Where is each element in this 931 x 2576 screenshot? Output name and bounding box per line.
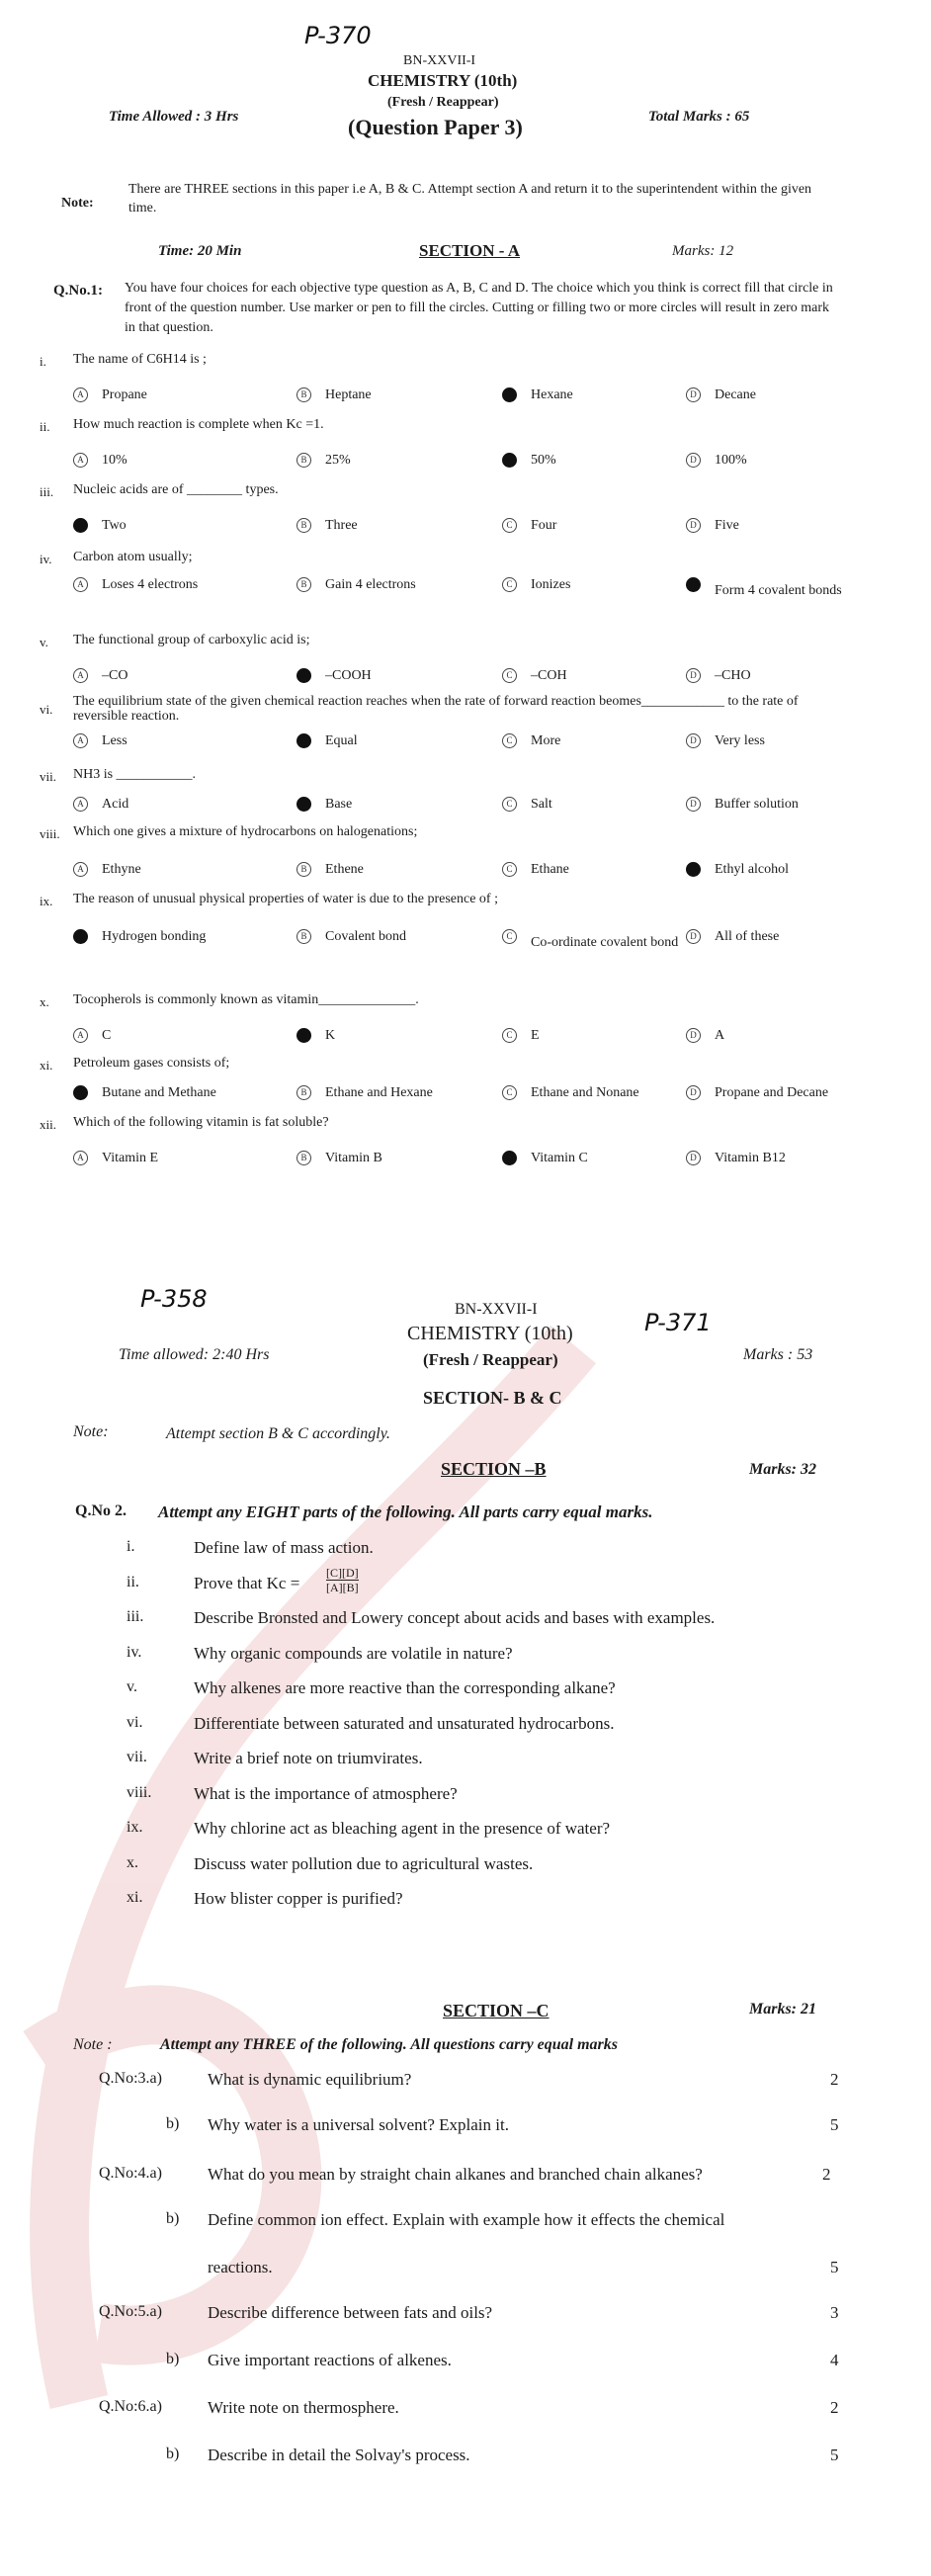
mcq-question-text: Tocopherols is commonly known as vitamin______________. (73, 992, 419, 1007)
long-question-text: Define common ion effect. Explain with example how it effects the chemical (208, 2210, 725, 2229)
answer-bubble[interactable]: B (296, 453, 311, 468)
long-question-text: Give important reactions of alkenes. (208, 2351, 452, 2369)
long-question-text: Describe in detail the Solvay's process. (208, 2446, 470, 2464)
short-question-number: viii. (127, 1783, 152, 1801)
q2-instructions: Attempt any EIGHT parts of the following. All parts carry equal marks. (158, 1503, 653, 1521)
answer-bubble[interactable]: A (73, 577, 88, 592)
long-question-text: Write note on thermosphere. (208, 2398, 399, 2417)
note-text: There are THREE sections in this paper i.e A, B & C. Attempt section A and return it to the superintendent within the given time. (128, 182, 812, 215)
mcq-option[interactable] (73, 1085, 216, 1101)
short-question-number: vi. (127, 1713, 143, 1731)
filled-answer-bubble[interactable]: D (686, 577, 701, 592)
short-question-number: ii. (127, 1573, 139, 1590)
short-question-number: ix. (127, 1819, 143, 1836)
short-question-number: xi. (127, 1889, 143, 1906)
mcq-option[interactable] (296, 453, 351, 469)
mcq-question-text: How much reaction is complete when Kc =1. (73, 417, 324, 432)
short-question-text: Why alkenes are more reactive than the corresponding alkane? (194, 1678, 616, 1697)
mcq-option-label: Propane (102, 387, 147, 402)
mcq-option-label: Very less (715, 733, 765, 748)
section-time: Time: 20 Min (158, 243, 242, 259)
section-c-note-text: Attempt any THREE of the following. All questions carry equal marks (160, 2036, 619, 2053)
paper-number: (Question Paper 3) (348, 115, 523, 139)
mcq-option[interactable] (502, 668, 567, 684)
answer-bubble[interactable]: C (502, 862, 517, 877)
mcq-option-label: Co-ordinate covalent bond (531, 935, 679, 950)
answer-bubble[interactable]: D (686, 733, 701, 748)
answer-bubble[interactable]: C (502, 518, 517, 533)
answer-bubble[interactable]: A (73, 453, 88, 468)
mcq-number: v. (40, 635, 48, 649)
section-c-marks: Marks: 21 (749, 2001, 817, 2018)
paper2-code: BN-XXVII-I (455, 1301, 538, 1318)
q1-instructions: You have four choices for each objective type question as A, B, C and D. The choice which you think is correct fill that circle in front of the question number. Use marker or pen to fill the circles. Cutting or filling two or more circles will result in zero mark in that question. (125, 281, 833, 335)
mcq-question-text: Petroleum gases consists of; (73, 1056, 230, 1071)
mcq-option[interactable] (296, 387, 372, 403)
mcq-option[interactable] (502, 797, 552, 813)
mcq-option[interactable] (502, 862, 569, 878)
mcq-option[interactable] (502, 929, 689, 957)
mcq-number: vi. (40, 702, 53, 717)
long-question-label: Q.No:3.a) (99, 2070, 162, 2087)
answer-bubble[interactable]: A (73, 797, 88, 812)
mcq-option[interactable] (686, 1085, 828, 1101)
mcq-option[interactable] (502, 518, 556, 534)
mcq-option[interactable] (296, 668, 372, 684)
answer-bubble[interactable]: C (502, 1028, 517, 1043)
mcq-option[interactable] (296, 1028, 335, 1044)
mcq-question-text: Nucleic acids are of ________ types. (73, 482, 279, 497)
answer-bubble[interactable]: B (296, 387, 311, 402)
mcq-question-text: The equilibrium state of the given chemical reaction reaches when the rate of forward reaction beomes____________ to the rate of reversible reaction. (73, 694, 799, 724)
mcq-question-text: The functional group of carboxylic acid is; (73, 633, 310, 647)
mcq-number: i. (40, 354, 46, 369)
filled-answer-bubble[interactable]: A (73, 1085, 88, 1100)
mcq-option[interactable] (686, 577, 873, 605)
section-a-title: SECTION - A (419, 241, 521, 260)
mcq-option[interactable] (73, 453, 127, 469)
mcq-option-label: –CO (102, 668, 128, 683)
q1-label: Q.No.1: (53, 283, 103, 299)
mcq-option[interactable] (502, 1028, 540, 1044)
mcq-number: x. (40, 994, 49, 1009)
mcq-option-label: Ethane and Hexane (325, 1085, 433, 1100)
mcq-option[interactable] (73, 733, 127, 749)
long-question-text: What do you mean by straight chain alkanes and branched chain alkanes? (208, 2165, 703, 2184)
mcq-option-label: Decane (715, 387, 756, 402)
mcq-question-text: Carbon atom usually; (73, 550, 193, 564)
mcq-option[interactable] (73, 1151, 158, 1166)
mcq-number: ix. (40, 894, 53, 908)
mcq-option[interactable] (296, 518, 358, 534)
mcq-option[interactable] (502, 1151, 588, 1166)
filled-answer-bubble[interactable]: C (502, 387, 517, 402)
mcq-option-label: Ethyl alcohol (715, 862, 790, 877)
filled-answer-bubble[interactable]: B (296, 733, 311, 748)
mcq-option[interactable] (296, 862, 364, 878)
mcq-option[interactable] (296, 797, 352, 813)
total-marks: Total Marks : 65 (648, 109, 750, 125)
mcq-option-label: Five (715, 518, 739, 533)
answer-bubble[interactable]: D (686, 1085, 701, 1100)
mcq-option[interactable] (296, 577, 416, 593)
mcq-option-label: Ionizes (531, 577, 571, 592)
long-question-label: b) (166, 2351, 180, 2367)
mcq-option[interactable] (502, 387, 573, 403)
filled-answer-bubble[interactable]: C (502, 453, 517, 468)
short-question-number: x. (127, 1853, 138, 1871)
mcq-option[interactable] (686, 862, 789, 878)
answer-bubble[interactable]: C (502, 668, 517, 683)
short-question-text: How blister copper is purified? (194, 1889, 403, 1908)
mcq-option-label: Four (531, 518, 557, 533)
section-c-title: SECTION –C (443, 2001, 550, 2020)
mcq-option-label: Form 4 covalent bonds (715, 583, 842, 598)
answer-bubble[interactable]: A (73, 1028, 88, 1043)
mcq-option[interactable] (686, 733, 765, 749)
mcq-option-label: Gain 4 electrons (325, 577, 416, 592)
filled-answer-bubble[interactable]: B (296, 668, 311, 683)
short-question-text: Why organic compounds are volatile in nature? (194, 1643, 513, 1663)
long-question-text: What is dynamic equilibrium? (208, 2070, 412, 2089)
answer-bubble[interactable]: D (686, 1151, 701, 1165)
mcq-option[interactable] (686, 929, 779, 945)
mcq-option-label: Ethane and Nonane (531, 1085, 639, 1100)
kc-fraction (326, 1566, 359, 1594)
answer-bubble[interactable]: B (296, 1151, 311, 1165)
mcq-option-label: Hydrogen bonding (102, 929, 207, 944)
long-question-label: b) (166, 2115, 180, 2132)
mcq-option[interactable] (686, 453, 747, 469)
short-question-text: Describe Bronsted and Lowery concept about acids and bases with examples. (194, 1608, 716, 1627)
mcq-option[interactable] (686, 518, 739, 534)
answer-bubble[interactable]: A (73, 387, 88, 402)
mcq-option[interactable] (686, 1028, 724, 1044)
mcq-option[interactable] (686, 797, 799, 813)
mcq-option[interactable] (686, 668, 751, 684)
answer-bubble[interactable]: B (296, 862, 311, 877)
long-question-marks: 2 (822, 2165, 831, 2184)
long-question-marks: 2 (830, 2398, 839, 2417)
long-question-text: Why water is a universal solvent? Explain it. (208, 2115, 509, 2134)
mcq-option-label: Vitamin C (531, 1151, 588, 1165)
long-question-marks: 5 (830, 2446, 839, 2464)
mcq-option-label: Two (102, 518, 127, 533)
mcq-option-label: Loses 4 electrons (102, 577, 199, 592)
paper2-sections: SECTION- B & C (423, 1388, 562, 1408)
short-question-text: Why chlorine act as bleaching agent in the presence of water? (194, 1819, 611, 1838)
mcq-option-label: –CHO (715, 668, 751, 683)
section-b-title: SECTION –B (441, 1459, 547, 1479)
mcq-number: iv. (40, 552, 52, 566)
long-question-marks: 4 (830, 2351, 839, 2369)
filled-answer-bubble[interactable]: A (73, 929, 88, 944)
kc-denominator: [A][B] (326, 1580, 359, 1594)
paper2-subject: CHEMISTRY (10th) (407, 1323, 573, 1344)
answer-bubble[interactable]: A (73, 733, 88, 748)
section-c-note-label: Note : (73, 2036, 113, 2053)
long-question-text: reactions. (208, 2258, 273, 2276)
answer-bubble[interactable]: C (502, 1085, 517, 1100)
mcq-option-label: More (531, 733, 561, 748)
filled-answer-bubble[interactable]: C (502, 1151, 517, 1165)
answer-bubble[interactable]: C (502, 929, 517, 944)
mcq-option[interactable] (73, 929, 206, 945)
answer-bubble[interactable]: D (686, 797, 701, 812)
long-question-marks: 3 (830, 2303, 839, 2322)
short-question-number: v. (127, 1678, 137, 1695)
short-question-text: Prove that Kc = (194, 1573, 300, 1592)
q2-label: Q.No 2. (75, 1503, 127, 1519)
answer-bubble[interactable]: D (686, 518, 701, 533)
mcq-option-label: Ethene (325, 862, 364, 877)
section-a-marks: Marks: 12 (672, 243, 734, 259)
mcq-option[interactable] (296, 733, 358, 749)
mcq-option-label: Buffer solution (715, 797, 799, 812)
exam-type: (Fresh / Reappear) (387, 95, 499, 110)
long-question-marks: 5 (830, 2115, 839, 2134)
mcq-question-text: Which of the following vitamin is fat soluble? (73, 1115, 329, 1130)
mcq-option-label: Butane and Methane (102, 1085, 216, 1100)
answer-bubble[interactable]: A (73, 668, 88, 683)
subject-title: CHEMISTRY (10th) (368, 71, 518, 90)
answer-bubble[interactable]: B (296, 577, 311, 592)
mcq-question-text: The reason of unusual physical properties of water is due to the presence of ; (73, 892, 498, 906)
mcq-option-label: 10% (102, 453, 127, 468)
mcq-option-label: Ethane (531, 862, 569, 877)
answer-bubble[interactable]: B (296, 1085, 311, 1100)
mcq-option-label: Covalent bond (325, 929, 407, 944)
long-question-label: b) (166, 2210, 180, 2227)
long-question-marks: 5 (830, 2258, 839, 2276)
mcq-option-label: Three (325, 518, 358, 533)
short-question-text: Write a brief note on triumvirates. (194, 1749, 423, 1767)
answer-bubble[interactable]: B (296, 929, 311, 944)
mcq-option-label: Ethyne (102, 862, 141, 877)
short-question-text: Differentiate between saturated and unsaturated hydrocarbons. (194, 1713, 615, 1733)
handwritten-paper-code: P-370 (304, 22, 372, 49)
answer-bubble[interactable]: A (73, 862, 88, 877)
mcq-option[interactable] (73, 862, 141, 878)
long-question-label: Q.No:4.a) (99, 2165, 162, 2182)
mcq-option-label: Heptane (325, 387, 372, 402)
paper2-total-marks: Marks : 53 (743, 1346, 813, 1363)
mcq-option[interactable] (296, 1085, 433, 1101)
mcq-number: xi. (40, 1058, 53, 1073)
mcq-option-label: –COH (531, 668, 567, 683)
mcq-question-text: The name of C6H14 is ; (73, 352, 207, 367)
short-question-number: vii. (127, 1749, 147, 1765)
short-question-text: Define law of mass action. (194, 1538, 374, 1557)
mcq-option[interactable] (296, 929, 406, 945)
mcq-option-label: –COOH (325, 668, 372, 683)
mcq-option-label: 50% (531, 453, 556, 468)
answer-bubble[interactable]: D (686, 1028, 701, 1043)
mcq-option-label: Vitamin E (102, 1151, 159, 1165)
paper2-time-allowed: Time allowed: 2:40 Hrs (119, 1346, 270, 1363)
mcq-option[interactable] (686, 387, 756, 403)
short-question-number: iii. (127, 1608, 144, 1625)
answer-bubble[interactable]: A (73, 1151, 88, 1165)
mcq-option[interactable] (502, 453, 556, 469)
mcq-option-label: Vitamin B12 (715, 1151, 786, 1165)
mcq-option[interactable] (73, 518, 127, 534)
mcq-option-label: C (102, 1028, 112, 1043)
mcq-option[interactable] (73, 1028, 111, 1044)
mcq-option[interactable] (73, 797, 128, 813)
paper-code: BN-XXVII-I (403, 53, 476, 68)
mcq-option[interactable] (686, 1151, 786, 1166)
mcq-option-label: All of these (715, 929, 780, 944)
filled-answer-bubble[interactable]: B (296, 797, 311, 812)
section-b-marks: Marks: 32 (749, 1461, 817, 1478)
answer-bubble[interactable]: C (502, 577, 517, 592)
time-allowed: Time Allowed : 3 Hrs (109, 109, 239, 125)
paper2-note-text: Attempt section B & C accordingly. (166, 1425, 390, 1442)
answer-bubble[interactable]: D (686, 929, 701, 944)
mcq-option[interactable] (296, 1151, 382, 1166)
short-question-number: iv. (127, 1643, 142, 1661)
filled-answer-bubble[interactable]: B (296, 1028, 311, 1043)
answer-bubble[interactable]: B (296, 518, 311, 533)
mcq-option-label: Hexane (531, 387, 573, 402)
answer-bubble[interactable]: D (686, 387, 701, 402)
answer-bubble[interactable]: C (502, 733, 517, 748)
mcq-option[interactable] (502, 1085, 639, 1101)
paper2-exam-type: (Fresh / Reappear) (423, 1350, 558, 1369)
long-question-text: Describe difference between fats and oils? (208, 2303, 493, 2322)
answer-bubble[interactable]: D (686, 453, 701, 468)
long-question-marks: 2 (830, 2070, 839, 2089)
note-label: Note: (61, 196, 94, 211)
short-question-number: i. (127, 1538, 135, 1555)
filled-answer-bubble[interactable]: A (73, 518, 88, 533)
mcq-question-text: NH3 is ___________. (73, 767, 197, 782)
mcq-option[interactable] (73, 387, 147, 403)
short-question-text: What is the importance of atmosphere? (194, 1783, 458, 1803)
mcq-option-label: Base (325, 797, 353, 812)
handwritten-code-left: P-358 (140, 1285, 208, 1313)
short-question-text: Discuss water pollution due to agricultural wastes. (194, 1853, 534, 1873)
mcq-option-label: E (531, 1028, 540, 1043)
mcq-option[interactable] (502, 577, 570, 593)
paper2-note-label: Note: (73, 1423, 109, 1440)
mcq-option-label: K (325, 1028, 336, 1043)
mcq-number: ii. (40, 419, 50, 434)
long-question-label: b) (166, 2446, 180, 2462)
mcq-option-label: 25% (325, 453, 351, 468)
mcq-option[interactable] (502, 733, 560, 749)
mcq-option-label: Propane and Decane (715, 1085, 829, 1100)
long-question-label: Q.No:6.a) (99, 2398, 162, 2415)
mcq-option-label: 100% (715, 453, 747, 468)
mcq-option-label: Salt (531, 797, 552, 812)
mcq-option-label: Acid (102, 797, 129, 812)
mcq-number: xii. (40, 1117, 56, 1132)
mcq-option[interactable] (73, 668, 127, 684)
answer-bubble[interactable]: D (686, 668, 701, 683)
filled-answer-bubble[interactable]: D (686, 862, 701, 877)
long-question-label: Q.No:5.a) (99, 2303, 162, 2320)
mcq-number: vii. (40, 769, 56, 784)
kc-numerator: [C][D] (326, 1565, 359, 1580)
mcq-option-label: Equal (325, 733, 358, 748)
mcq-question-text: Which one gives a mixture of hydrocarbons on halogenations; (73, 824, 418, 839)
mcq-option[interactable] (73, 577, 198, 593)
mcq-number: iii. (40, 484, 54, 499)
mcq-option-label: A (715, 1028, 725, 1043)
handwritten-code-right: P-371 (644, 1309, 712, 1336)
mcq-option-label: Vitamin B (325, 1151, 382, 1165)
mcq-number: viii. (40, 826, 60, 841)
answer-bubble[interactable]: C (502, 797, 517, 812)
mcq-option-label: Less (102, 733, 127, 748)
